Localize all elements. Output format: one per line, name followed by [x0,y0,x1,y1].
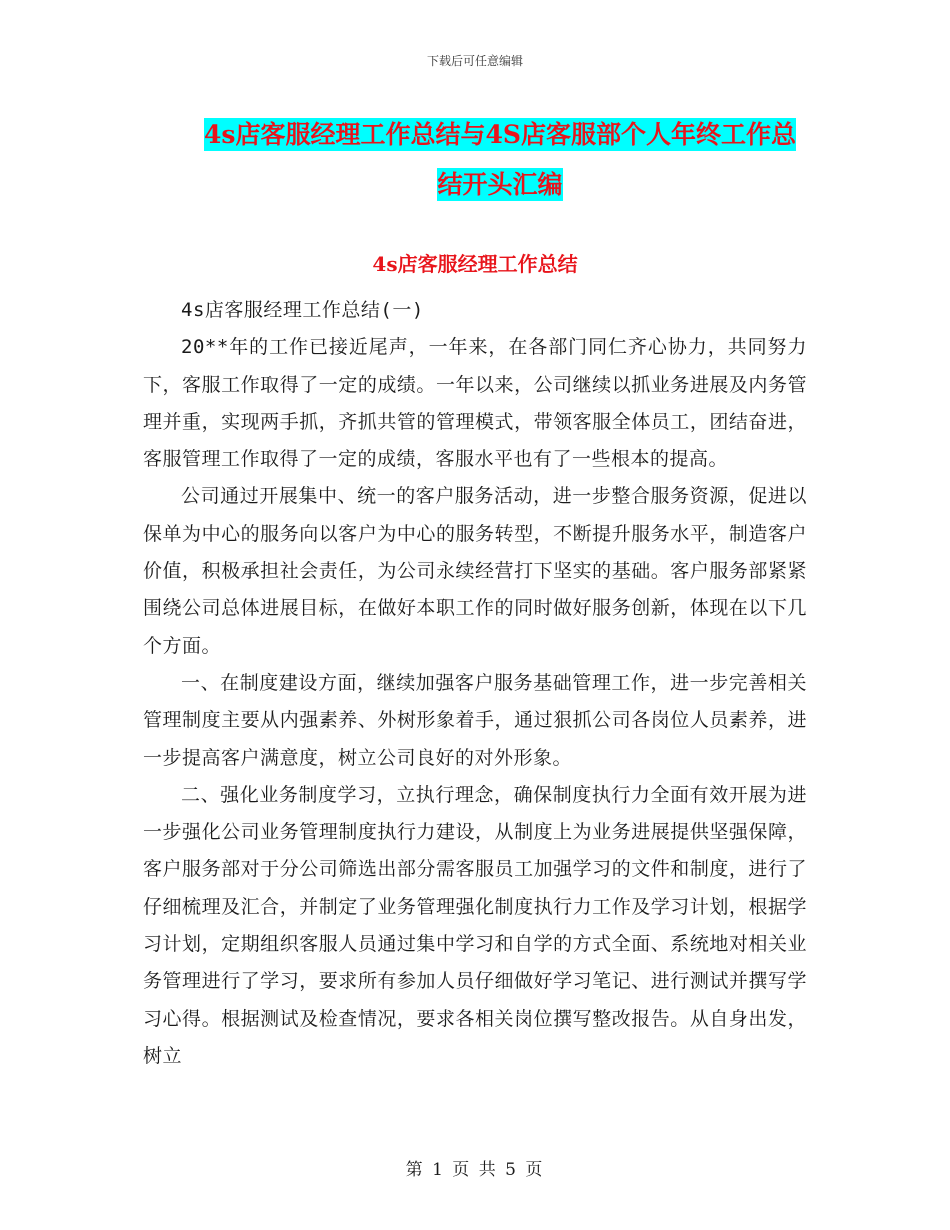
paragraph: 一、在制度建设方面，继续加强客户服务基础管理工作，进一步完善相关管理制度主要从内强素养、外树形象着手，通过狠抓公司各岗位人员素养，进一步提高客户满意度，树立公司良好的对外形象。 [143,671,807,769]
section-title: 4s店客服经理工作总结 [372,252,578,276]
document-body [143,292,807,1075]
document-title [140,110,860,210]
paragraph: 二、强化业务制度学习，立执行理念，确保制度执行力全面有效开展为进一步强化公司业务管理制度执行力建设，从制度上为业务进展提供坚强保障，客户服务部对于分公司筛选出部分需客服员工加强学习的文件和制度，进行了仔细梳理及汇合，并制定了业务管理强化制度执行力工作及学习计划，根据学习计划，定期组织客服人员通过集中学习和自学的方式全面、系统地对相关业务管理进行了学习，要求所有参加人员仔细做好学习笔记、进行测试并撰写学习心得。根据测试及检查情况，要求各相关岗位撰写整改报告。从自身出发，树立 [143,783,807,1067]
subheading: 4s店客服经理工作总结(一) [181,299,424,321]
document-title-line-2: 结开头汇编 [437,170,563,199]
document-title-line-1: 4s店客服经理工作总结与4S店客服部个人年终工作总 [204,120,796,149]
page-header-note: 下载后可任意编辑 [426,54,523,68]
page-number-footer: 第 1 页 共 5 页 [405,1160,545,1180]
paragraph: 公司通过开展集中、统一的客户服务活动，进一步整合服务资源，促进以保单为中心的服务向以客户为中心的服务转型，不断提升服务水平，制造客户价值，积极承担社会责任，为公司永续经营打下坚实的基础。客户服务部紧紧围绕公司总体进展目标，在做好本职工作的同时做好服务创新，体现在以下几个方面。 [143,485,807,657]
paragraph: 20**年的工作已接近尾声，一年来，在各部门同仁齐心协力，共同努力下，客服工作取得了一定的成绩。一年以来，公司继续以抓业务进展及内务管理并重，实现两手抓，齐抓共管的管理模式，带领客服全体员工，团结奋进，客服管理工作取得了一定的成绩，客服水平也有了一些根本的提高。 [143,336,807,471]
